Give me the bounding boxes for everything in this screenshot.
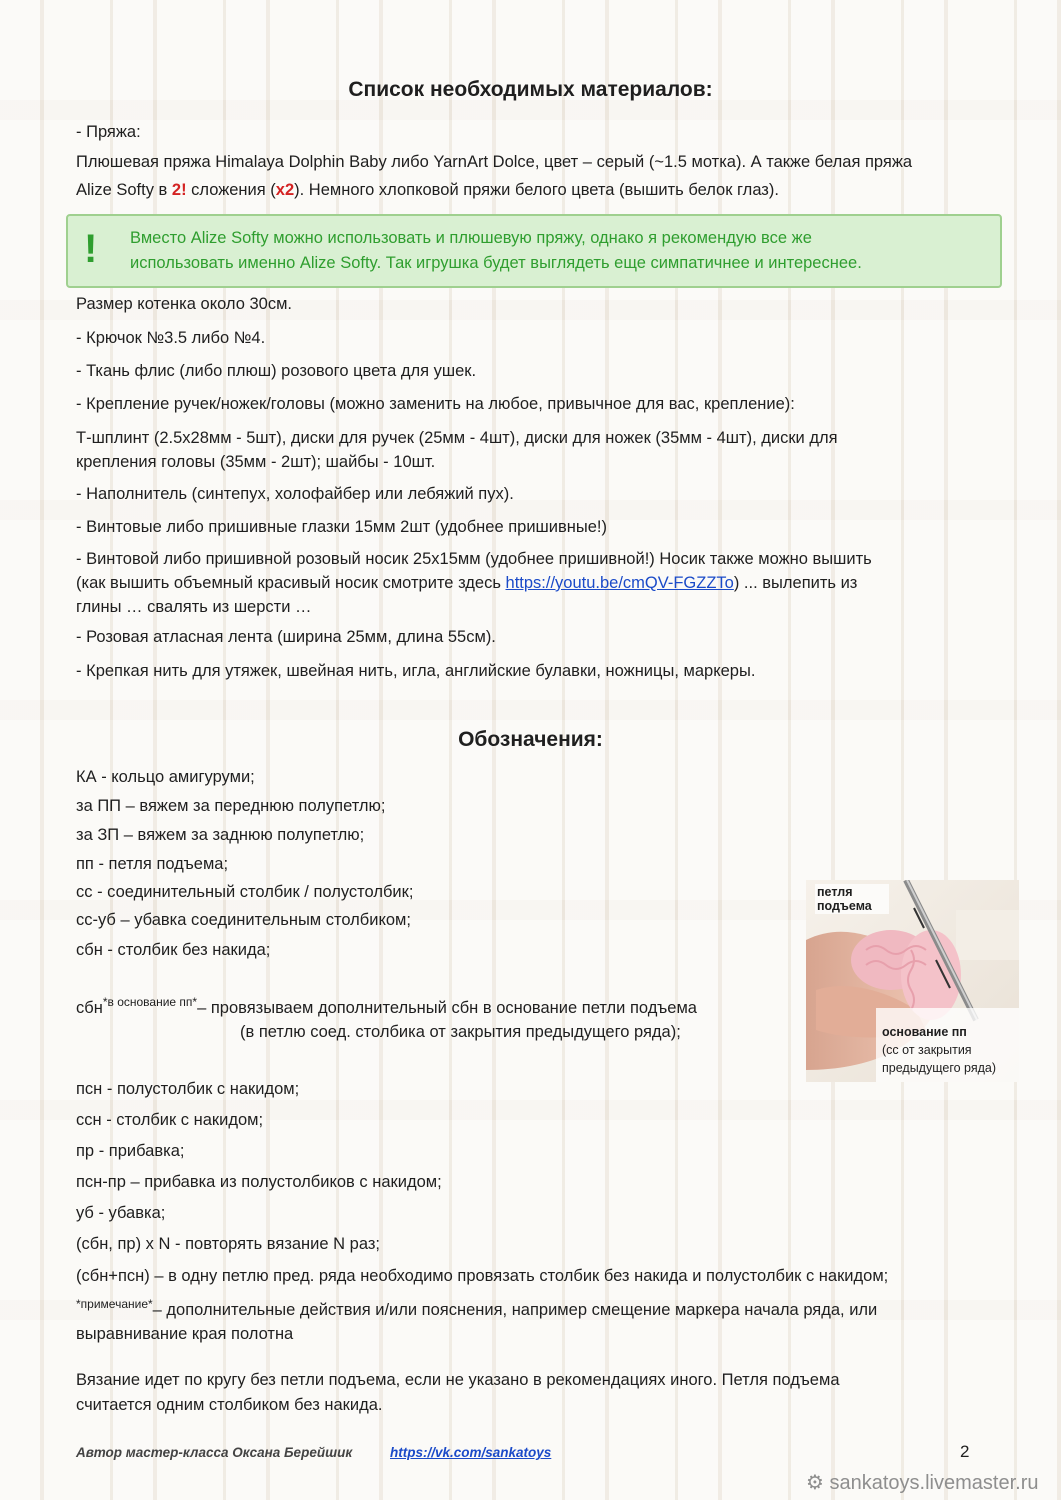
yarn-line-2-text: сложения ( xyxy=(186,181,276,199)
footer-author: Автор мастер-класса Оксана Берейшик xyxy=(76,1445,353,1460)
legend-sc: сбн - столбик без накида; xyxy=(76,941,271,959)
legend-hdc: псн - полустолбик с накидом; xyxy=(76,1080,300,1098)
joints-detail-1: Т-шплинт (2.5х28мм - 5шт), диски для ручек (25мм - 4шт), диски для ножек (35мм - 4шт), диски для xyxy=(76,429,838,447)
watermark-text: sankatoys.livemaster.ru xyxy=(829,1472,1039,1494)
legend-sc-base-line-2: (в петлю соед. столбика от закрытия предыдущего ряда); xyxy=(240,1023,681,1041)
legend-note-text: – дополнительные действия и/или пояснения, например смещение маркера начала ряда, или xyxy=(152,1301,878,1319)
legend-dc: ссн - столбик с накидом; xyxy=(76,1111,264,1129)
base-label: основание пп xyxy=(882,1025,967,1039)
nose-line-2-text: (как вышить объемный красивый носик смотрите здесь xyxy=(76,574,506,592)
fabric-line: - Ткань флис (либо плюш) розового цвета для ушек. xyxy=(76,362,477,380)
closing-line-2: считается одним столбиком без накида. xyxy=(76,1396,383,1414)
yarn-line-2-text: ). Немного хлопковой пряжи белого цвета (вышить белок глаз). xyxy=(294,181,779,199)
legend-hdc-increase: псн-пр – прибавка из полустолбиков с накидом; xyxy=(76,1173,442,1191)
legend-decrease: уб - убавка; xyxy=(76,1204,166,1222)
legend-slip-stitch: сс - соединительный столбик / полустолбик; xyxy=(76,883,414,901)
legend-sc-base-abbr: сбн xyxy=(76,999,103,1017)
legend-note-line-2: выравнивание края полотна xyxy=(76,1325,294,1343)
legend-ka: КА - кольцо амигуруми; xyxy=(76,768,255,786)
site-watermark xyxy=(806,1470,1038,1495)
base-label-detail-1: (сс от закрытия xyxy=(882,1043,972,1057)
legend-sc-base-sup: *в основание пп* xyxy=(102,995,198,1009)
materials-title: Список необходимых материалов: xyxy=(348,78,713,101)
nose-line-2 xyxy=(76,571,857,595)
crochet-photo xyxy=(806,880,1019,1082)
legend-chain: пп - петля подъема; xyxy=(76,855,229,873)
filler-line: - Наполнитель (синтепух, холофайбер или лебяжий пух). xyxy=(76,485,514,503)
joints-detail-2: крепления головы (35мм - 2шт); шайбы - 10шт. xyxy=(76,453,436,471)
youtube-link[interactable]: https://youtu.be/cmQV-FGZZTo xyxy=(505,574,734,592)
legend-note xyxy=(76,1298,877,1322)
yarn-line-2-text: Alize Softy в xyxy=(76,181,172,199)
legend-title: Обозначения: xyxy=(458,728,603,751)
legend-combo: (сбн+псн) – в одну петлю пред. ряда необходимо провязать столбик без накида и полустолбик с накидом; xyxy=(76,1267,889,1285)
legend-increase: пр - прибавка; xyxy=(76,1142,185,1160)
chain-label: петля подъема xyxy=(815,884,889,914)
tools-line: - Крепкая нить для утяжек, швейная нить, игла, английские булавки, ножницы, маркеры. xyxy=(76,662,756,680)
nose-line-3: глины … свалять из шерсти … xyxy=(76,598,312,616)
eyes-line: - Винтовые либо пришивные глазки 15мм 2шт (удобнее пришивные!) xyxy=(76,518,607,536)
legend-sc-base-text: – провязываем дополнительный сбн в основание петли подъема xyxy=(197,999,697,1017)
exclamation-icon: ! xyxy=(84,227,98,271)
ribbon-line: - Розовая атласная лента (ширина 25мм, длина 55см). xyxy=(76,628,496,646)
page-number: 2 xyxy=(960,1442,970,1461)
recommendation-note-text xyxy=(130,226,980,276)
nose-line-2-text: ) ... вылепить из xyxy=(733,574,858,592)
legend-sc-base xyxy=(76,996,697,1020)
ply-count-highlight: 2! xyxy=(171,181,187,199)
legend-note-sup: *примечание* xyxy=(76,1297,153,1311)
note-line: использовать именно Alize Softy. Так игрушка будет выглядеть еще симпатичнее и интереснее. xyxy=(130,254,862,272)
legend-back-loop: за ЗП – вяжем за заднюю полупетлю; xyxy=(76,826,365,844)
note-line: Вместо Alize Softy можно использовать и плюшевую пряжу, однако я рекомендую все же xyxy=(130,229,812,247)
legend-front-loop: за ПП – вяжем за переднюю полупетлю; xyxy=(76,797,386,815)
yarn-line-1: Плюшевая пряжа Himalaya Dolphin Baby либо YarnArt Dolce, цвет – серый (~1.5 мотка). А также белая пряжа xyxy=(76,153,913,171)
closing-line-1: Вязание идет по кругу без петли подъема, если не указано в рекомендациях иного. Петля подъема xyxy=(76,1371,840,1389)
legend-repeat: (сбн, пр) х N - повторять вязание N раз; xyxy=(76,1235,380,1253)
ply-multiplier-highlight: х2 xyxy=(275,181,295,199)
base-label-detail-2: предыдущего ряда) xyxy=(882,1061,997,1075)
hook-line: - Крючок №3.5 либо №4. xyxy=(76,329,266,347)
footer-vk-link[interactable]: https://vk.com/sankatoys xyxy=(390,1445,552,1460)
size-line: Размер котенка около 30см. xyxy=(76,295,293,313)
nose-line-1: - Винтовой либо пришивной розовый носик 25х15мм (удобнее пришивной!) Носик также можно вышить xyxy=(76,550,872,568)
legend-slip-decrease: сс-уб – убавка соединительным столбиком; xyxy=(76,911,411,929)
watermark-gear-icon: ⚙ xyxy=(806,1472,824,1494)
yarn-label: - Пряжа: xyxy=(76,123,141,141)
joints-line: - Крепление ручек/ножек/головы (можно заменить на любое, привычное для вас, крепление): xyxy=(76,395,795,413)
yarn-line-2 xyxy=(76,178,779,202)
